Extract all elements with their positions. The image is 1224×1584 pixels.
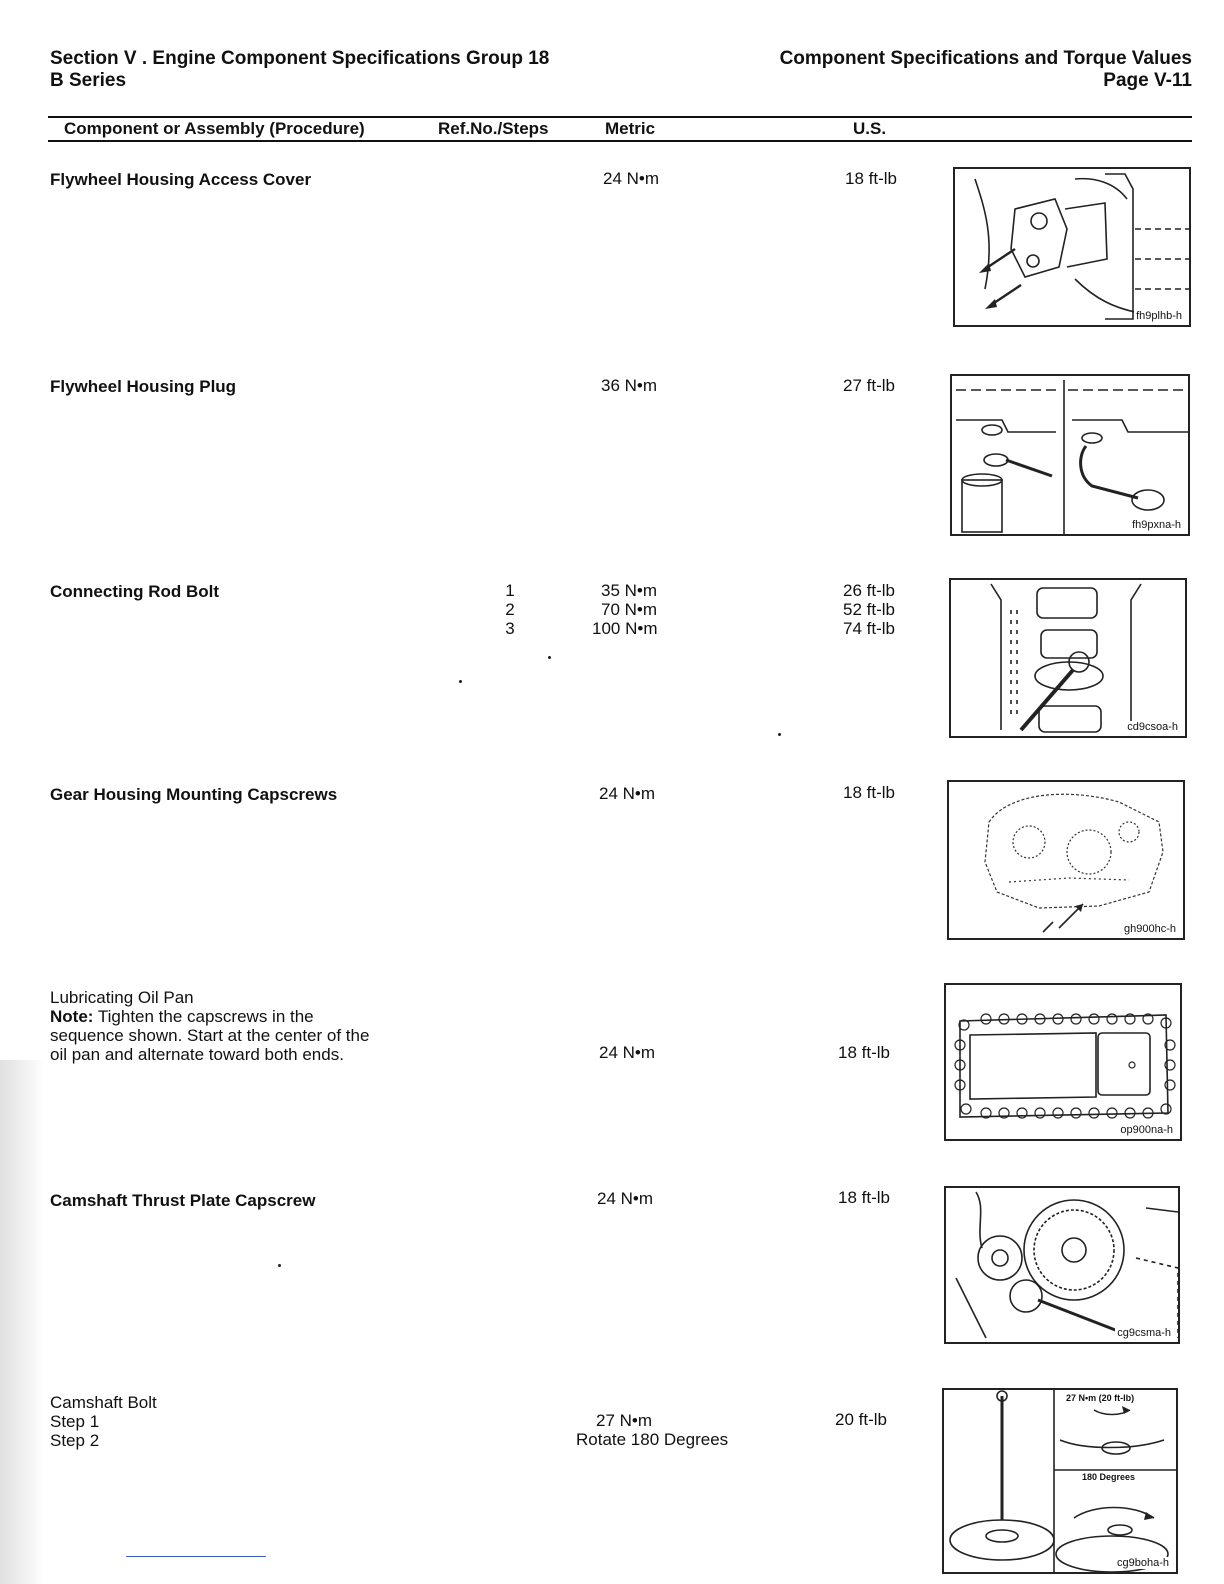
row-name: Lubricating Oil Pan xyxy=(50,988,194,1007)
row-name: Flywheel Housing Plug xyxy=(50,377,237,396)
us-value: 74 ft-lb xyxy=(843,619,895,638)
metric-value: 24 N•m xyxy=(597,1189,654,1208)
header-top-rule xyxy=(48,116,1192,118)
col-metric: Metric xyxy=(605,119,656,138)
section-title: Section V . Engine Component Specifications Group 18 xyxy=(50,48,550,69)
metric-value: 70 N•m xyxy=(601,600,658,619)
us-value: 18 ft-lb xyxy=(838,1188,890,1207)
us-value: 26 ft-lb xyxy=(843,581,895,600)
oil-pan-figure xyxy=(944,983,1182,1141)
col-us: U.S. xyxy=(853,119,887,138)
access-cover-figure xyxy=(953,167,1191,327)
thrust-plate-illustration xyxy=(946,1188,1180,1344)
figure-code: fh9pxna-h xyxy=(1132,519,1181,531)
row-name: Flywheel Housing Access Cover xyxy=(50,170,312,189)
us-value: 18 ft-lb xyxy=(838,1043,890,1062)
step-label: Step 2 xyxy=(50,1431,100,1450)
access-cover-illustration xyxy=(955,169,1191,327)
oil-pan-note-line3: oil pan and alternate toward both ends. xyxy=(50,1045,344,1064)
scan-speck xyxy=(548,656,551,659)
connecting-rod-illustration xyxy=(951,580,1187,738)
us-value: 18 ft-lb xyxy=(845,169,897,188)
figure-code: gh900hc-h xyxy=(1124,923,1176,935)
figure-code: fh9plhb-h xyxy=(1136,310,1182,322)
figure-code: cg9boha-h xyxy=(1117,1557,1169,1569)
step-label: Step 1 xyxy=(50,1412,100,1431)
row-name: Connecting Rod Bolt xyxy=(50,582,220,601)
oil-pan-illustration xyxy=(946,985,1182,1141)
series-title: B Series xyxy=(50,70,127,91)
page-number: Page V-11 xyxy=(1103,70,1192,91)
col-steps: Ref.No./Steps xyxy=(438,119,549,138)
oil-pan-note-line1 xyxy=(50,1007,314,1026)
figure-label-rotation: 180 Degrees xyxy=(1082,1472,1136,1482)
scan-speck xyxy=(278,1264,281,1267)
scan-speck xyxy=(778,733,781,736)
figure-code: op900na-h xyxy=(1120,1124,1173,1136)
us-value: 18 ft-lb xyxy=(843,783,895,802)
metric-value: 100 N•m xyxy=(592,619,658,638)
row-name: Camshaft Thrust Plate Capscrew xyxy=(50,1191,316,1210)
housing-plug-figure xyxy=(950,374,1190,536)
connecting-rod-figure xyxy=(949,578,1187,738)
gear-housing-figure xyxy=(947,780,1185,940)
scan-edge-shading xyxy=(0,1060,44,1584)
us-value: 52 ft-lb xyxy=(843,600,895,619)
note-label: Note: xyxy=(50,1007,94,1026)
note-text: Tighten the capscrews in the xyxy=(97,1007,314,1026)
header-bottom-rule xyxy=(48,140,1192,142)
footer-link-underline xyxy=(126,1556,266,1557)
metric-instruction: Rotate 180 Degrees xyxy=(576,1430,729,1449)
figure-code: cd9csoa-h xyxy=(1127,721,1178,733)
housing-plug-illustration xyxy=(952,376,1190,536)
gear-housing-illustration xyxy=(949,782,1185,940)
step-number: 3 xyxy=(505,619,515,638)
oil-pan-note-line2: sequence shown. Start at the center of the xyxy=(50,1026,370,1045)
figure-code: cg9csma-h xyxy=(1117,1327,1171,1339)
col-component: Component or Assembly (Procedure) xyxy=(64,119,365,138)
us-value: 27 ft-lb xyxy=(843,376,895,395)
us-value: 20 ft-lb xyxy=(835,1410,887,1429)
metric-value: 36 N•m xyxy=(601,376,658,395)
camshaft-bolt-illustration xyxy=(944,1390,1178,1574)
scan-speck xyxy=(459,680,462,683)
metric-value: 27 N•m xyxy=(596,1411,653,1430)
step-number: 2 xyxy=(505,600,515,619)
figure-label-torque: 27 N•m (20 ft-lb) xyxy=(1066,1393,1135,1403)
page-heading: Component Specifications and Torque Values xyxy=(779,48,1192,69)
metric-value: 24 N•m xyxy=(599,1043,656,1062)
camshaft-bolt-figure xyxy=(942,1388,1178,1574)
metric-value: 24 N•m xyxy=(603,169,660,188)
row-name: Gear Housing Mounting Capscrews xyxy=(50,785,338,804)
metric-value: 24 N•m xyxy=(599,784,656,803)
row-name: Camshaft Bolt xyxy=(50,1393,157,1412)
thrust-plate-figure xyxy=(944,1186,1180,1344)
metric-value: 35 N•m xyxy=(601,581,658,600)
step-number: 1 xyxy=(505,581,515,600)
